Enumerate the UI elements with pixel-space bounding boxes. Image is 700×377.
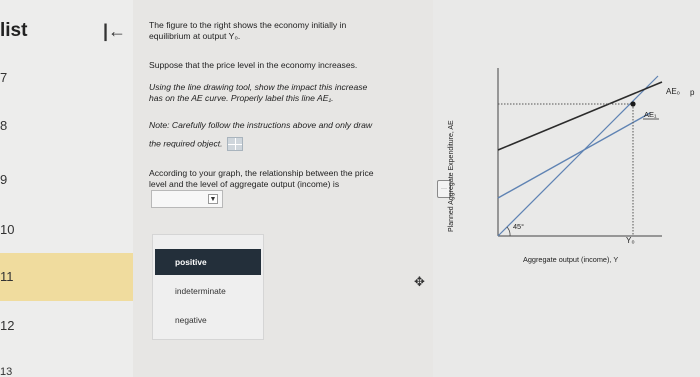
equilibrium-point[interactable] [630,101,635,106]
sidebar-item-10[interactable] [0,222,133,244]
question-intro: The figure to the right shows the economy initially in equilibrium at output Y₀. [149,20,347,41]
grid-icon [227,137,243,151]
angle-label: 45° [513,222,525,231]
y-axis-label: Planned Aggregate Expenditure, AE [448,120,455,232]
question-list-sidebar [0,0,133,377]
answer-dropdown [152,234,264,340]
sidebar-title: list [0,20,28,41]
ae0-line[interactable] [498,82,662,150]
sidebar-item-7[interactable] [0,70,133,92]
sidebar-item-11[interactable] [0,253,133,301]
sidebar-item-12[interactable] [0,318,133,340]
question-scenario: Suppose that the price level in the economy increases. [149,60,358,70]
question-instruction: Using the line drawing tool, show the impact this increase has on the AE curve. Properly label this line AE₁. [149,82,368,103]
option-negative[interactable]: negative [175,315,207,325]
collapse-left-icon[interactable]: |← [103,21,127,41]
sidebar-item-label: 7 [0,70,8,85]
question-prompt: According to your graph, the relationship between the price level and the level of aggregate output (income) is [149,168,374,189]
sidebar-item-label: 9 [0,172,8,187]
sidebar-item-13[interactable] [0,366,133,377]
question-panel [133,0,433,377]
sidebar-item-label: 11 [0,269,14,284]
45-degree-line [498,76,658,236]
x-axis-label: Aggregate output (income), Y [523,255,619,264]
angle-arc [507,227,510,236]
move-cursor-icon: ✥ [414,274,425,289]
sidebar-item-label: 10 [0,222,15,237]
option-positive[interactable]: positive [155,249,261,275]
partial-label: p [690,88,695,97]
sidebar-item-8[interactable] [0,118,133,140]
graph-canvas[interactable] [450,0,700,377]
y0-label: Y₀ [626,236,635,245]
ae1-label: AE₁ [644,110,657,119]
sidebar-item-label: 12 [0,318,15,333]
answer-select[interactable] [151,190,223,208]
sidebar-item-9[interactable] [0,172,133,194]
option-indeterminate[interactable]: indeterminate [175,286,226,296]
sidebar-item-label: 8 [0,118,8,133]
ae-graph[interactable] [450,0,700,377]
ae0-label: AE₀ [666,87,680,96]
chevron-down-icon: ▼ [209,196,217,203]
ae1-line[interactable] [498,113,650,198]
sidebar-item-label: 13 [0,366,13,377]
panel-resize-handle[interactable]: ··· [437,180,451,198]
question-note: Note: Carefully follow the instructions above and only draw the required object. [149,120,429,151]
